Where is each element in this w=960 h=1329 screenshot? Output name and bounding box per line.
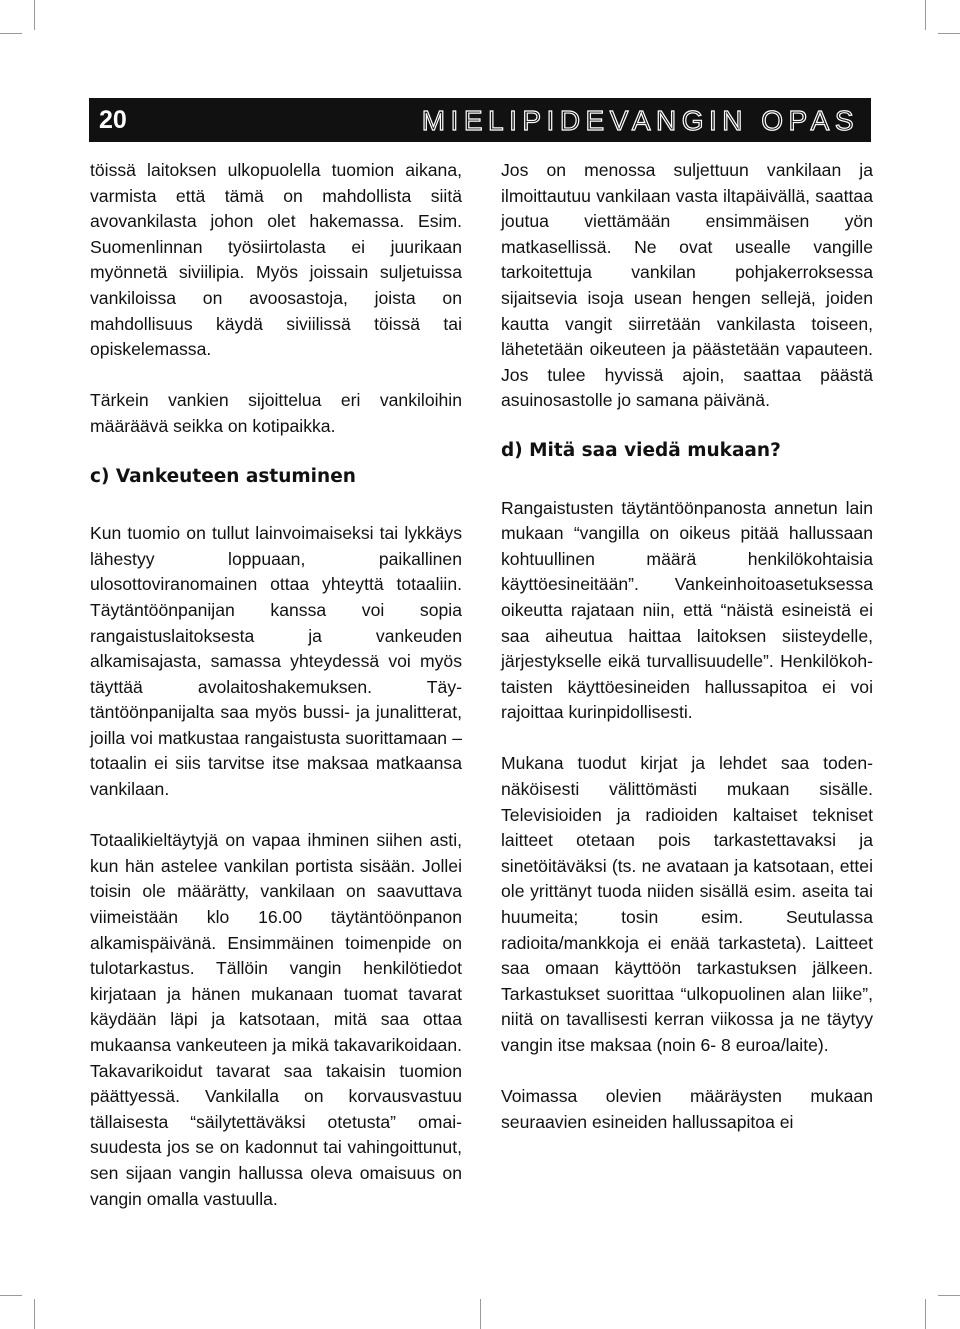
paragraph: töissä laitoksen ulkopuolella tuomion aikana, varmista että tämä on mahdollista siitä avovankilasta johon olet hakemassa. Esim. Suomenlinnan työsiirtolasta ei juurikaan myönnetä siviilipia. Myös joissain suljetuissa vankiloissa on avoosastoja, joista on mahdollisuus käydä siviilissä töissä tai opiskelemassa. (90, 160, 462, 360)
paragraph: Jos on menossa suljettuun vankilaan ja ilmoittautuu vankilaan vasta iltapäivällä, saattaa joutua viettämään ensimmäisen yön matkasellissä. Ne ovat usealle vangille tarkoitettuja vankilan pohjakerroksessa sijaitsevia isoja usean hengen sellejä, joiden kautta vangit siirretään vankilasta toiseen, lähetetään oikeuteen ja päästetään vapauteen. Jos tulee hyvissä ajoin, saattaa päästä asuinosastolle jo samana päivänä. (501, 160, 873, 411)
crop-mark-bottom-center-vertical (480, 1299, 481, 1329)
crop-mark-top-right (938, 33, 960, 34)
page-number: 20 (99, 106, 127, 134)
paragraph: Voimassa olevien määräysten mukaan seuraavien esineiden hallussapitoa ei (501, 1086, 873, 1132)
running-title: MIELIPIDEVANGIN OPAS (421, 105, 859, 136)
crop-mark-bottom-left (0, 1295, 22, 1296)
crop-mark-bottom-left-vertical (34, 1299, 35, 1329)
right-column (501, 158, 873, 1135)
paragraph: Totaalikieltäytyjä on vapaa ihminen siihen asti, kun hän astelee vankilan portista sisään. Jollei toisin ole määrätty, vankilaan on saavuttava viimeistään klo 16.00 täytäntöönpanon alkamispäivänä. Ensimmäinen toimenpide on tulotarkastus. Tällöin vangin henkilötiedot kirjataan ja hänen mukanaan tuomat tavarat käydään läpi ja katsotaan, mitä saa ottaa mukaansa vankeuteen ja mikä takavarikoidaan. Takavarikoidut tavarat saa takaisin tuomion päättyessä. Vankilalla on korvausvastuu tällaisesta “säilytettäväksi otetusta” omaisuudesta jos se on kadonnut tai vahingoittunut, sen sijaan vangin hallussa oleva omaisuus on vangin omalla vastuulla. (90, 830, 462, 1209)
paragraph: Mukana tuodut kirjat ja lehdet saa todennäköisesti välittömästi mukaan sisälle. Televisioiden ja radioiden kaltaiset tekniset laitteet otetaan pois tarkastettavaksi ja sinetöitäväksi (ts. ne avataan ja katsotaan, ettei ole yrittänyt tuoda niiden sisällä esim. aseita tai huumeita; tosin esim. Seutulassa radioita/mankkoja ei enää tarkasteta). Laitteet saa omaan käyttöön tarkastuksen jälkeen. Tarkastukset suorittaa “ulkopuolinen alan liike”, niitä on tavallisesti kerran viikossa ja ne täytyy vangin itse maksaa (noin 6- 8 euroa/laite). (501, 753, 873, 1055)
crop-mark-top-left (0, 33, 22, 34)
section-heading-d: d) Mitä saa viedä mukaan? (501, 439, 781, 461)
paragraph: Kun tuomio on tullut lainvoimaiseksi tai lykkäys lähestyy loppuaan, paikallinen ulosottoviranomainen ottaa yhteyttä totaaliin. Täytäntöönpanijan kanssa voi sopia rangaistuslaitoksesta ja vankeuden alkamisajasta, samassa yhteydessä voi myös täyttää avolaitoshakemuksen. Täytäntöönpanijalta saa myös bussi- ja junalitterat, joilla voi matkustaa rangaistusta suorittamaan – totaalin ei siis tarvitse itse maksaa matkaansa vankilaan. (90, 523, 462, 800)
crop-mark-top-left-vertical (34, 0, 35, 30)
paragraph: Tärkein vankien sijoittelua eri vankiloihin määräävä seikka on kotipaikka. (90, 390, 462, 436)
paragraph: Rangaistusten täytäntöönpanosta annetun lain mukaan “vangilla on oikeus pitää hallussaan kohtuullinen määrä henkilökohtaisia käyttöesineitään”. Vankeinhoitoasetuksessa oikeutta rajataan niin, että “näistä esineistä ei saa aiheutua haittaa laitoksen siisteydelle, järjestykselle eikä turvallisuudelle”. Henkilökohtaisten käyttöesineiden hallussapitoa ei voi rajoittaa kurinpidollisesti. (501, 497, 873, 723)
crop-mark-bottom-right-vertical (925, 1299, 926, 1329)
section-heading-c: c) Vankeuteen astuminen (90, 465, 356, 487)
page-header-bar (89, 98, 871, 142)
left-column (90, 158, 462, 1212)
crop-mark-top-right-vertical (925, 0, 926, 30)
crop-mark-bottom-right (938, 1295, 960, 1296)
